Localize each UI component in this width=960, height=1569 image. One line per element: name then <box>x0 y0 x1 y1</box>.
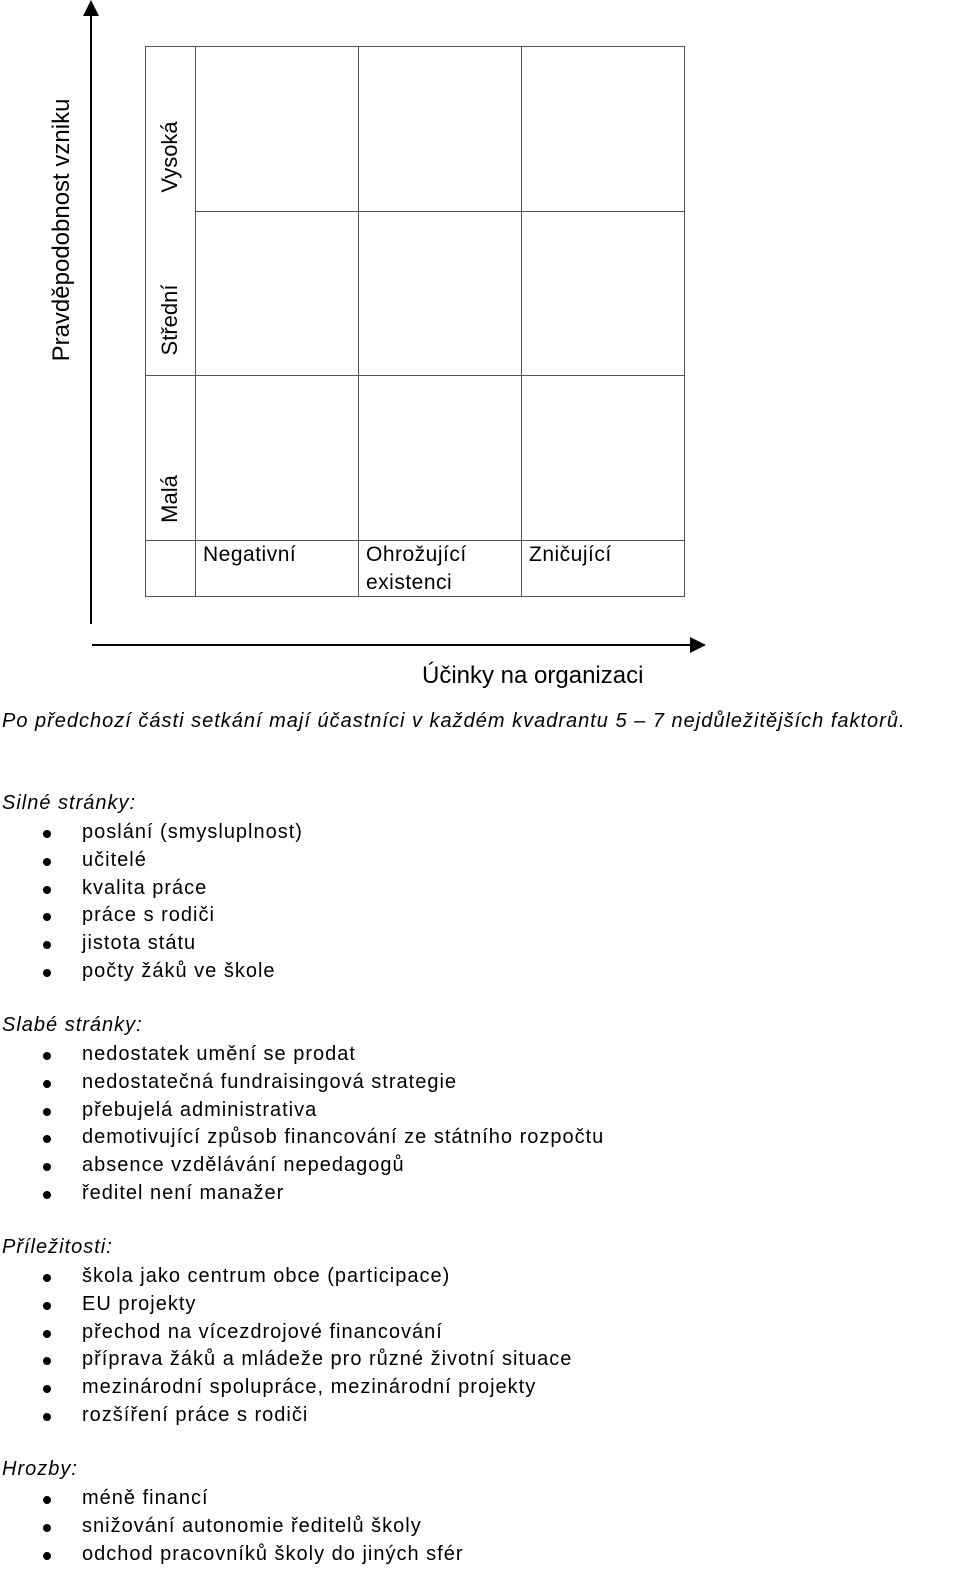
list-item-text: poslání (smysluplnost) <box>82 821 303 843</box>
list-item <box>0 1541 464 1569</box>
list-item-text: kvalita práce <box>82 876 208 899</box>
list-item-text: odchod pracovníků školy do jiných sfér <box>82 1542 464 1565</box>
list-item-text: snižování autonomie ředitelů školy <box>82 1514 422 1537</box>
bullet-icon <box>43 1163 51 1171</box>
bullet-icon <box>43 913 51 921</box>
list-item <box>0 902 303 930</box>
list-item-text: ředitel není manažer <box>82 1181 285 1204</box>
list-item-text: jistota státu <box>82 932 197 955</box>
matrix-divider <box>195 46 196 597</box>
bullet-icon <box>43 1135 51 1143</box>
bullet-icon <box>43 1496 51 1504</box>
y-axis-arrow-icon <box>83 0 99 16</box>
list-item <box>0 1513 464 1541</box>
bullet-icon <box>43 1191 51 1199</box>
list-item <box>0 1069 604 1097</box>
risk-matrix <box>145 46 685 597</box>
list-item-text: příprava žáků a mládeže pro různé životní situace <box>82 1348 573 1371</box>
list-item <box>0 1152 604 1180</box>
y-axis-label: Pravděpodobnost vzniku <box>48 98 75 362</box>
y-axis-line <box>90 12 92 624</box>
list-item-text: škola jako centrum obce (participace) <box>82 1265 451 1287</box>
column-label-negative <box>203 541 296 569</box>
bullet-icon <box>43 1385 51 1393</box>
list-item <box>0 930 303 958</box>
list-item-text: nedostatek umění se prodat <box>82 1043 356 1065</box>
list-item-text: EU projekty <box>82 1292 197 1315</box>
bullet-icon <box>43 1080 51 1088</box>
bullet-icon <box>43 1274 51 1282</box>
list-item-text: demotivující způsob financování ze státního rozpočtu <box>82 1126 605 1149</box>
matrix-divider <box>521 46 522 597</box>
list-item-text: práce s rodiči <box>82 904 215 927</box>
bullet-icon <box>43 969 51 977</box>
x-axis-label: Účinky na organizaci <box>422 662 644 689</box>
matrix-divider <box>358 46 359 597</box>
list-item <box>0 1374 572 1402</box>
x-axis-line <box>92 644 692 646</box>
list-item <box>0 875 303 903</box>
bullet-icon <box>43 941 51 949</box>
bullet-icon <box>43 830 51 838</box>
list-item-text: rozšíření práce s rodiči <box>82 1403 309 1426</box>
column-label-line: Ohrožující <box>366 543 467 566</box>
bullet-icon <box>43 1052 51 1060</box>
bullet-icon <box>43 1357 51 1365</box>
list-item <box>0 1319 572 1347</box>
list-item <box>0 1263 572 1291</box>
list-item <box>0 1402 572 1430</box>
list-item-text: mezinárodní spolupráce, mezinárodní projekty <box>82 1376 537 1399</box>
bullet-icon <box>43 1108 51 1116</box>
list-item <box>0 847 303 875</box>
list-item-text: méně financí <box>82 1487 209 1509</box>
weaknesses-list <box>0 1041 604 1208</box>
section-heading-threats: Hrozby: <box>2 1458 78 1480</box>
section-heading-weaknesses: Slabé stránky: <box>2 1014 143 1036</box>
row-label-high: Vysoká <box>157 121 182 193</box>
list-item-text: počty žáků ve škole <box>82 959 276 982</box>
column-label-destructive <box>529 541 612 569</box>
list-item <box>0 1041 604 1069</box>
bullet-icon <box>43 858 51 866</box>
list-item <box>0 1180 604 1208</box>
section-heading-strengths: Silné stránky: <box>2 792 137 814</box>
list-item-text: přebujelá administrativa <box>82 1098 318 1121</box>
opportunities-list <box>0 1263 572 1430</box>
list-item <box>0 819 303 847</box>
list-item-text: absence vzdělávání nepedagogů <box>82 1154 405 1177</box>
matrix-divider <box>195 211 685 212</box>
intro-paragraph: Po předchozí části setkání mají účastníci v každém kvadrantu 5 – 7 nejdůležitějších faktorů. <box>2 710 906 732</box>
column-label-threatening <box>366 541 467 597</box>
matrix-divider <box>145 375 685 376</box>
bullet-icon <box>43 1552 51 1560</box>
list-item <box>0 1097 604 1125</box>
list-item <box>0 1485 464 1513</box>
bullet-icon <box>43 1302 51 1310</box>
bullet-icon <box>43 1330 51 1338</box>
list-item <box>0 1124 604 1152</box>
threats-list <box>0 1485 464 1568</box>
bullet-icon <box>43 1524 51 1532</box>
row-label-medium: Střední <box>157 284 182 356</box>
strengths-list <box>0 819 303 986</box>
list-item-text: nedostatečná fundraisingová strategie <box>82 1070 458 1093</box>
x-axis-arrow-icon <box>690 637 706 653</box>
column-label-line: Zničující <box>529 543 612 566</box>
list-item <box>0 958 303 986</box>
list-item-text: učitelé <box>82 848 147 871</box>
list-item <box>0 1291 572 1319</box>
column-label-line: existenci <box>366 571 453 594</box>
bullet-icon <box>43 886 51 894</box>
column-label-line: Negativní <box>203 543 297 566</box>
section-heading-opportunities: Příležitosti: <box>2 1236 113 1258</box>
bullet-icon <box>43 1413 51 1421</box>
list-item <box>0 1346 572 1374</box>
list-item-text: přechod na vícezdrojové financování <box>82 1320 443 1343</box>
row-label-low: Malá <box>157 475 182 523</box>
